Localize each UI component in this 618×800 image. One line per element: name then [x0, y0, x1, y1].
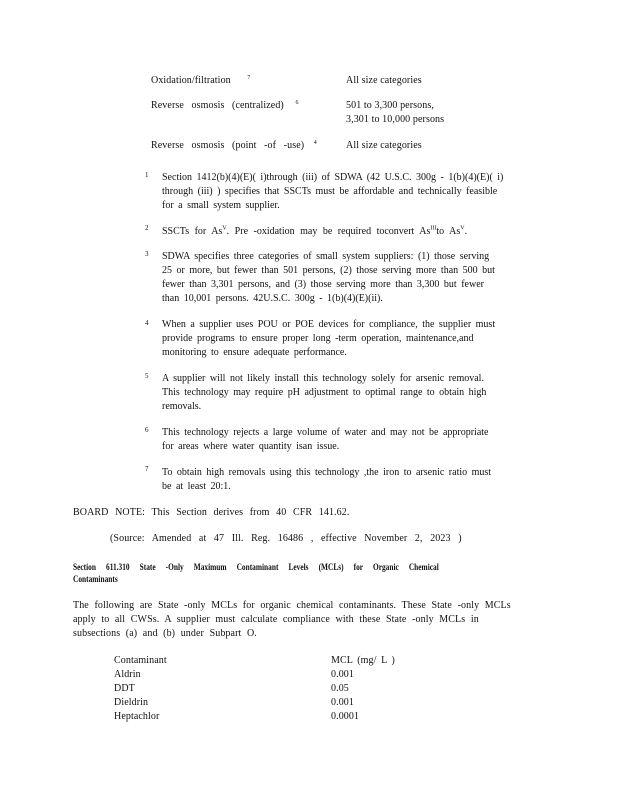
source-note: (Source: Amended at 47 Ill. Reg. 16486 , effective November 2, 2023 ) [110, 533, 462, 544]
table-cell: 0.0001 [331, 711, 360, 722]
footnote-7: To obtain high removals using this technology ,the iron to arsenic ratio must be at least 20:1. [162, 467, 492, 492]
table-header-mcl: MCL (mg/ L ) [331, 655, 395, 666]
footnote-number: 3 [145, 250, 149, 258]
table-cell: Heptachlor [114, 711, 160, 722]
category-line: 3,301 to 10,000 persons [346, 114, 445, 125]
footnote-3: SDWA specifies three categories of small system suppliers: (1) those serving 25 or more, but fewer than 501 persons, (2) those serving more than 500 but fewer than 3,301 persons, and (3) those serving more than 3,300 but fewer than 10,001 persons. 42U.S.C. 300g - 1(b)(4)(E)(ii). [162, 251, 495, 304]
category-line: 501 to 3,300 persons, [346, 100, 434, 111]
footnote-ref: 4 [313, 139, 317, 146]
category-line: All size categories [346, 140, 422, 151]
board-note: BOARD NOTE: This Section derives from 40 CFR 141.62. [73, 507, 350, 518]
footnote-2: SSCTs for $As^V$. Pre -oxidation may be required toconvert $As^{III}to$ $As^V$. [162, 225, 468, 237]
footnote-5: A supplier will not likely install this technology solely for arsenic removal. This technology may require pH adjustment to optimal range to obtain high removals. [162, 373, 487, 412]
footnote-4: When a supplier uses POU or POE devices for compliance, the supplier must provide programs to ensure proper long -term operation, maintenance,and monitoring to ensure adequate performance. [162, 319, 496, 358]
category-line: All size categories [346, 75, 422, 86]
tech-row-2-categories [346, 99, 444, 127]
tech-row-3-categories [346, 139, 422, 153]
table-cell: 0.001 [331, 697, 354, 708]
table-cell: Dieldrin [114, 697, 149, 708]
section-heading: Section 611.310 State -Only Maximum Contaminant Levels (MCLs) for Organic Chemical Contaminants [73, 562, 439, 584]
tech-name: Reverse osmosis (point -of -use) [151, 140, 305, 151]
tech-row-3 [151, 139, 317, 153]
mcl-table-contaminant-column [114, 654, 167, 724]
table-cell: Aldrin [114, 669, 141, 680]
mcl-table-value-column [331, 654, 395, 724]
footnote-6: This technology rejects a large volume of water and may not be appropriate for areas where water quantity isan issue. [162, 427, 489, 452]
tech-name: Reverse osmosis (centralized) [151, 100, 284, 111]
footnote-number: 4 [145, 319, 149, 327]
footnote-number: 7 [145, 465, 149, 473]
footnote-number: 5 [145, 372, 149, 380]
table-cell: 0.001 [331, 669, 354, 680]
table-cell: 0.05 [331, 683, 349, 694]
tech-row-1-categories [346, 74, 422, 88]
footnote-ref: 6 [295, 99, 299, 106]
tech-name: Oxidation/filtration [151, 75, 231, 86]
table-header-contaminant: Contaminant [114, 655, 167, 666]
footnote-number: 6 [145, 426, 149, 434]
tech-row-1 [151, 74, 250, 88]
table-cell: DDT [114, 683, 135, 694]
tech-row-2 [151, 99, 299, 113]
footnote-1: Section 1412(b)(4)(E)( i)through (iii) of SDWA (42 U.S.C. 300g - 1(b)(4)(E)( i) through (iii) ) specifies that SSCTs must be affordable and technically feasible for a small system supplier. [162, 172, 504, 211]
footnote-number: 1 [145, 171, 149, 179]
footnote-number: 2 [145, 224, 149, 232]
intro-paragraph: The following are State -only MCLs for organic chemical contaminants. These State -only MCLs apply to all CWSs. A supplier must calculate compliance with these State -only MCLs in subsections (a) and (b) under Subpart O. [73, 600, 511, 639]
footnote-ref: 7 [247, 74, 251, 81]
